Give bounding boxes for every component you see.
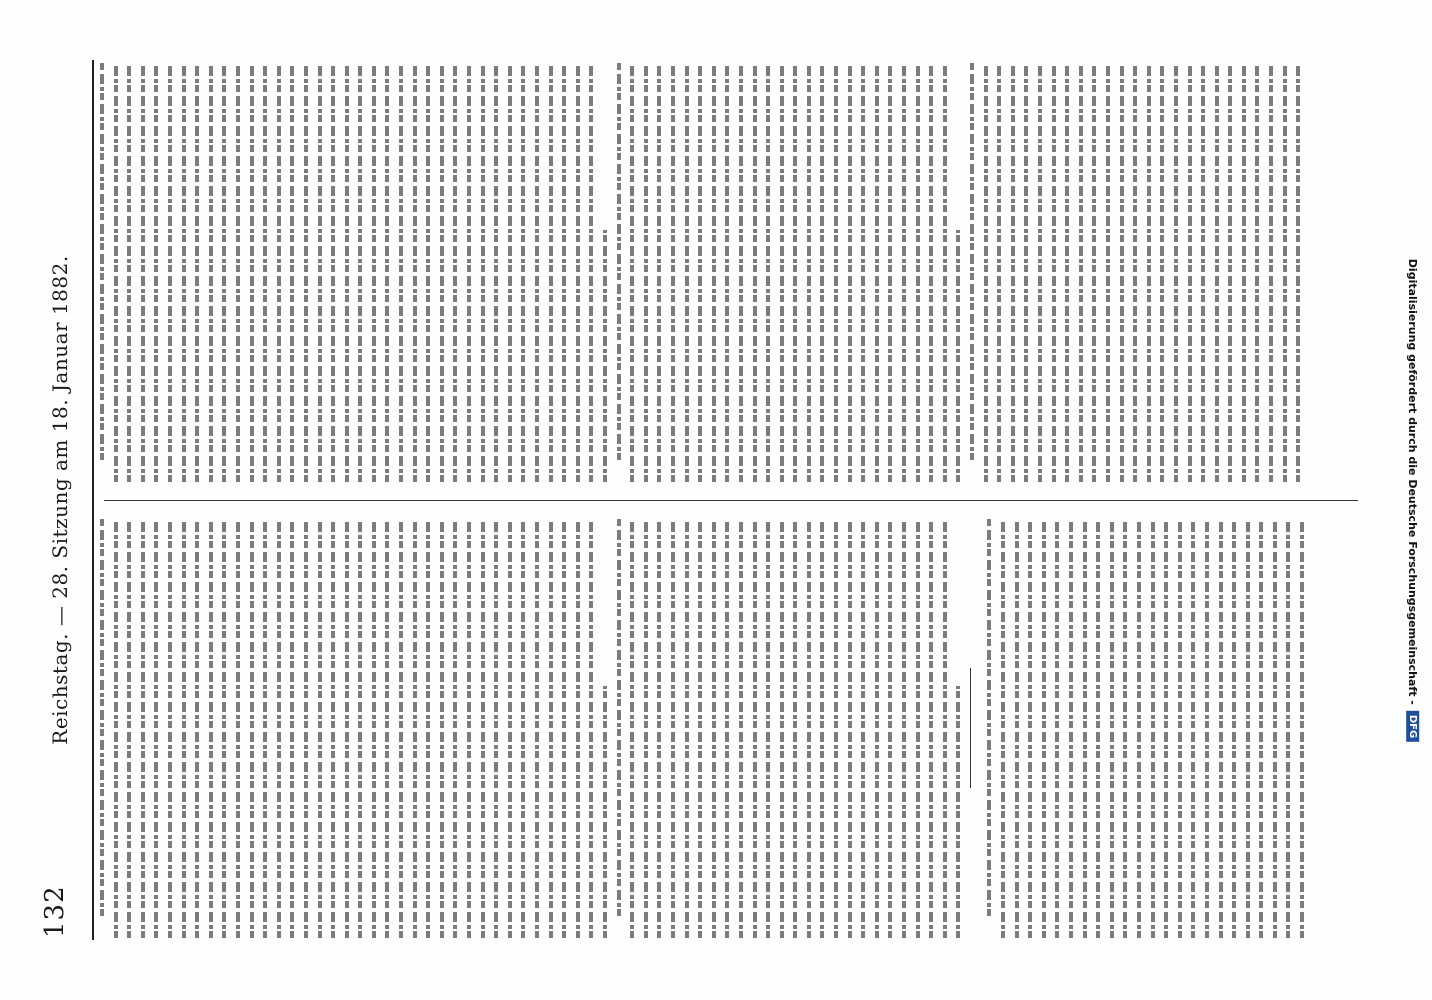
text-line xyxy=(1052,62,1056,482)
text-line xyxy=(481,62,485,482)
text-line xyxy=(154,518,158,938)
text-line xyxy=(793,62,797,482)
text-line xyxy=(1096,518,1100,938)
text-line xyxy=(399,62,403,482)
text-line xyxy=(358,62,362,482)
text-line xyxy=(1228,62,1232,482)
text-line xyxy=(372,518,376,938)
digitization-credit xyxy=(1400,0,1426,1000)
text-line xyxy=(1123,518,1127,938)
text-line xyxy=(1001,518,1005,938)
text-line xyxy=(603,230,607,482)
text-line xyxy=(494,518,498,938)
text-line xyxy=(943,518,947,938)
text-line xyxy=(1028,518,1032,938)
text-line xyxy=(549,518,553,938)
text-line xyxy=(426,518,430,938)
page-header xyxy=(0,0,90,1000)
text-line xyxy=(657,62,661,482)
text-line xyxy=(154,62,158,482)
text-line xyxy=(1255,62,1259,482)
text-line xyxy=(168,518,172,938)
text-line xyxy=(739,62,743,482)
text-line xyxy=(277,62,281,482)
text-line xyxy=(562,62,566,482)
text-line xyxy=(1120,62,1124,482)
text-line xyxy=(997,62,1001,482)
text-line xyxy=(413,62,417,482)
text-line xyxy=(372,62,376,482)
text-line xyxy=(753,62,757,482)
text-line xyxy=(603,686,607,938)
text-line xyxy=(929,62,933,482)
text-line xyxy=(1024,62,1028,482)
text-line xyxy=(141,518,145,938)
text-line xyxy=(1296,62,1300,482)
text-line xyxy=(834,62,838,482)
text-line xyxy=(766,518,770,938)
text-line xyxy=(753,518,757,938)
text-line xyxy=(712,518,716,938)
text-line xyxy=(630,518,634,938)
text-line xyxy=(902,62,906,482)
text-line xyxy=(943,62,947,482)
text-line xyxy=(467,62,471,482)
text-line xyxy=(304,62,308,482)
text-line xyxy=(685,518,689,938)
column-divider xyxy=(104,500,1358,501)
text-line xyxy=(1083,518,1087,938)
text-line xyxy=(725,62,729,482)
text-line xyxy=(1191,518,1195,938)
text-line xyxy=(780,62,784,482)
text-line xyxy=(956,686,960,938)
text-line xyxy=(1246,518,1250,938)
right-column xyxy=(100,62,1368,482)
text-line xyxy=(820,518,824,938)
text-line xyxy=(589,62,593,482)
text-line xyxy=(1137,518,1141,938)
text-line xyxy=(902,518,906,938)
text-line xyxy=(521,518,525,938)
text-line xyxy=(1042,518,1046,938)
text-line xyxy=(549,62,553,482)
text-line xyxy=(385,518,389,938)
text-line xyxy=(440,518,444,938)
text-line xyxy=(1215,62,1219,482)
text-line xyxy=(250,518,254,938)
text-line xyxy=(1174,62,1178,482)
credit-text: Digitalisierung gefördert durch die Deutsche Forschungsgemeinschaft - xyxy=(1406,258,1420,705)
text-line xyxy=(1015,518,1019,938)
text-line xyxy=(127,62,131,482)
text-line xyxy=(426,62,430,482)
text-line xyxy=(168,62,172,482)
text-line xyxy=(1283,62,1287,482)
text-line xyxy=(562,518,566,938)
text-line xyxy=(385,62,389,482)
text-columns xyxy=(100,62,1368,938)
text-line xyxy=(290,62,294,482)
text-line xyxy=(1219,518,1223,938)
text-line xyxy=(331,518,335,938)
text-line xyxy=(848,518,852,938)
text-line xyxy=(358,518,362,938)
text-line xyxy=(535,518,539,938)
text-line xyxy=(508,518,512,938)
text-line xyxy=(576,62,580,482)
text-line xyxy=(1178,518,1182,938)
text-line xyxy=(1038,62,1042,482)
dfg-logo: DFG xyxy=(1407,710,1420,741)
text-line xyxy=(1273,518,1277,938)
text-line xyxy=(1164,518,1168,938)
text-line xyxy=(807,518,811,938)
text-line xyxy=(576,518,580,938)
text-line xyxy=(1269,62,1273,482)
text-line xyxy=(521,62,525,482)
text-line xyxy=(875,518,879,938)
text-line xyxy=(916,518,920,938)
text-line xyxy=(1055,518,1059,938)
text-line xyxy=(1106,62,1110,482)
text-line xyxy=(1133,62,1137,482)
text-line xyxy=(671,518,675,938)
text-line xyxy=(589,518,593,938)
text-line xyxy=(345,518,349,938)
left-column xyxy=(100,518,1368,938)
text-line xyxy=(888,518,892,938)
text-line xyxy=(1286,518,1290,938)
text-line xyxy=(1011,62,1015,482)
text-line xyxy=(453,62,457,482)
text-line xyxy=(236,62,240,482)
text-line xyxy=(100,62,104,460)
text-line xyxy=(875,62,879,482)
text-line xyxy=(222,518,226,938)
text-line xyxy=(698,518,702,938)
text-line xyxy=(685,62,689,482)
text-line xyxy=(263,518,267,938)
text-line xyxy=(644,518,648,938)
text-line xyxy=(494,62,498,482)
text-line xyxy=(617,518,621,916)
text-line xyxy=(453,518,457,938)
text-line xyxy=(1300,518,1304,938)
text-line xyxy=(222,62,226,482)
text-line xyxy=(127,518,131,938)
text-line xyxy=(250,62,254,482)
text-line xyxy=(766,62,770,482)
text-line xyxy=(236,518,240,938)
text-line xyxy=(617,62,621,460)
text-line xyxy=(984,62,988,482)
text-line xyxy=(644,62,648,482)
text-line xyxy=(182,518,186,938)
text-line xyxy=(1065,62,1069,482)
text-line xyxy=(712,62,716,482)
text-line xyxy=(1079,62,1083,482)
text-line xyxy=(141,62,145,482)
text-line xyxy=(1242,62,1246,482)
text-line xyxy=(195,62,199,482)
text-line xyxy=(209,518,213,938)
text-line xyxy=(318,518,322,938)
text-line xyxy=(440,62,444,482)
section-separator xyxy=(970,668,971,788)
text-line xyxy=(916,62,920,482)
text-line xyxy=(535,62,539,482)
text-line xyxy=(304,518,308,938)
text-line xyxy=(739,518,743,938)
text-line xyxy=(290,518,294,938)
text-line xyxy=(1092,62,1096,482)
header-rule xyxy=(92,60,94,940)
text-line xyxy=(100,518,104,916)
text-line xyxy=(929,518,933,938)
text-line xyxy=(182,62,186,482)
text-line xyxy=(1201,62,1205,482)
text-line xyxy=(1232,518,1236,938)
text-line xyxy=(970,62,974,460)
text-line xyxy=(888,62,892,482)
text-line xyxy=(956,230,960,482)
text-line xyxy=(318,62,322,482)
running-head: Reichstag. — 28. Sitzung am 18. Januar 1882. xyxy=(48,255,72,745)
text-line xyxy=(1110,518,1114,938)
text-line xyxy=(114,518,118,938)
text-line xyxy=(413,518,417,938)
text-line xyxy=(834,518,838,938)
text-line xyxy=(1151,518,1155,938)
text-line xyxy=(467,518,471,938)
text-line xyxy=(1069,518,1073,938)
text-line xyxy=(1205,518,1209,938)
text-line xyxy=(861,62,865,482)
text-line xyxy=(725,518,729,938)
text-line xyxy=(793,518,797,938)
text-line xyxy=(209,62,213,482)
text-line xyxy=(820,62,824,482)
text-line xyxy=(195,518,199,938)
text-line xyxy=(671,62,675,482)
text-line xyxy=(987,518,991,916)
text-line xyxy=(848,62,852,482)
text-line xyxy=(481,518,485,938)
text-line xyxy=(331,62,335,482)
text-line xyxy=(345,62,349,482)
text-line xyxy=(263,62,267,482)
text-line xyxy=(1188,62,1192,482)
page-number: 132 xyxy=(40,885,70,938)
text-line xyxy=(399,518,403,938)
text-line xyxy=(780,518,784,938)
text-line xyxy=(1147,62,1151,482)
text-line xyxy=(508,62,512,482)
text-line xyxy=(861,518,865,938)
text-line xyxy=(277,518,281,938)
text-line xyxy=(1259,518,1263,938)
text-line xyxy=(1160,62,1164,482)
text-line xyxy=(698,62,702,482)
text-line xyxy=(807,62,811,482)
text-line xyxy=(114,62,118,482)
text-line xyxy=(630,62,634,482)
text-line xyxy=(657,518,661,938)
